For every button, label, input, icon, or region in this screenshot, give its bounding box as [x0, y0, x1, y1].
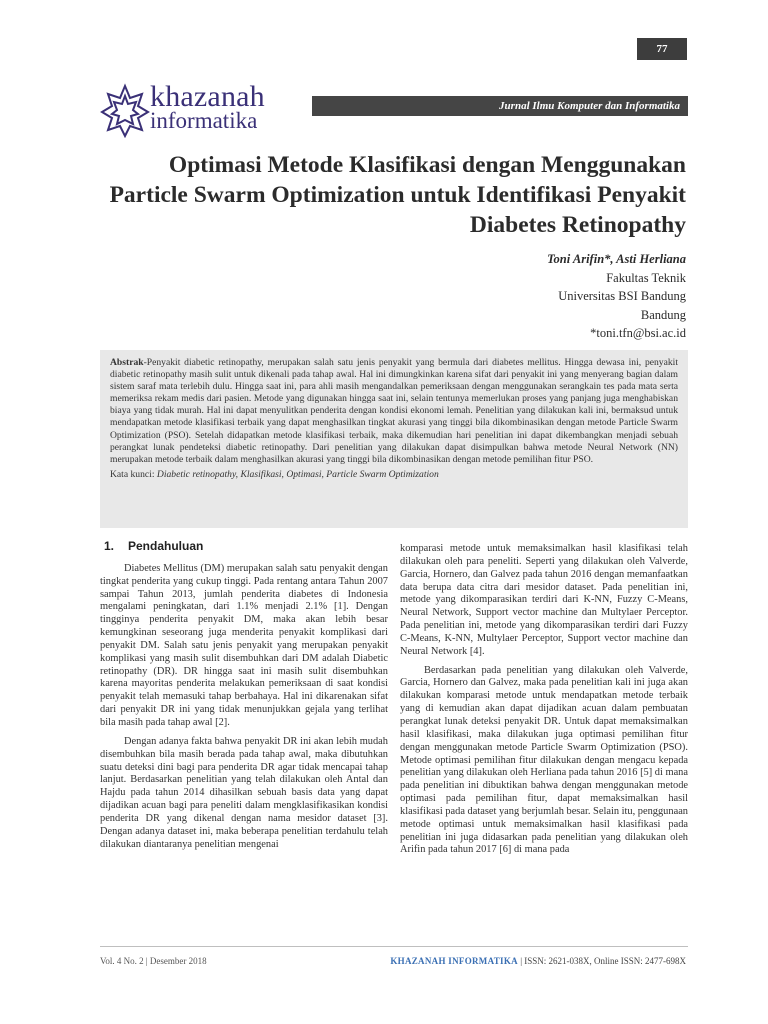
abstract-label: Abstrak: [110, 357, 144, 368]
keywords-label: Kata kunci:: [110, 468, 155, 480]
paragraph: Dengan adanya fakta bahwa penyakit DR ini akan lebih mudah disembuhkan bila masih berada pada tahap awal, maka dibutuhkan suatu deteksi dini bagi para penderita DR agar tidak mencapai tahap lanjut. Berdasarkan penelitian yang telah dilakukan oleh Antal dan Hajdu pada tahun 2014 dihasilkan sebuah basis data yang dapat dijadikan acuan bagi para peneliti dalam mengklasifikasikan kondisi penderita DR yang dikenal dengan nama mesidor dataset [3]. Dengan adanya dataset ini, maka beberapa penelitian terdahulu telah dilakukan diantaranya penelitian mengenai: [100, 735, 388, 850]
section-number: 1.: [104, 539, 115, 553]
column-right: [400, 543, 688, 863]
author-email: *toni.tfn@bsi.ac.id: [590, 326, 686, 340]
paragraph: Diabetes Mellitus (DM) merupakan salah satu penyakit dengan tingkat penderita yang cukup tinggi. Pada rentang antara Tahun 2007 sampai Tahun 2013, jumlah penderita diabetes di Indonesia mengalami peningkatan, dari 1.1% menjadi 2.1% [1]. Dengan tingginya penderita penyakit DM, maka akan lebih besar kemungkinan seseorang juga menderita penyakit komplikasi dari penyakit DM. Salah satu jenis penyakit yang merupakan penyakit komplikasi yang masih sulit disembuhkan dari DM adalah Diabetic retinopathy (DR). DR hingga saat ini masih sulit disembuhkan karena mayoritas penderita melakukan pemeriksaan di saat kondisi penyakit telah memasuki tahap berbahaya. Hal ini dikarenakan sifat dari penyakit DR ini yang tidak menunjukkan gejala yang terlihat bila masih pada tahap awal [2].: [100, 562, 388, 728]
keywords: [110, 469, 678, 481]
author-university: Universitas BSI Bandung: [558, 289, 686, 303]
logo-wordmark-informatika: informatika: [150, 108, 258, 133]
author-block: [286, 250, 686, 343]
section-heading: [104, 540, 388, 553]
author-city: Bandung: [640, 307, 686, 322]
footer-issn-text: | ISSN: 2621-038X, Online ISSN: 2477-698X: [517, 956, 686, 966]
column-left: [100, 540, 388, 857]
footer-divider: [100, 946, 688, 947]
journal-logo: [100, 82, 295, 138]
logo-wordmark-khazanah: khazanah: [150, 80, 265, 113]
paper-title: Optimasi Metode Klasifikasi dengan Menggunakan Particle Swarm Optimization untuk Identifikasi Penyakit Diabetes Retinopathy: [109, 152, 686, 238]
footer-volume: Vol. 4 No. 2 | Desember 2018: [100, 956, 207, 966]
abstract-box: [100, 350, 688, 528]
page-number: 77: [637, 38, 687, 60]
paragraph: Berdasarkan pada penelitian yang dilakukan oleh Valverde, Garcia, Hornero dan Galvez, maka pada penelitian kali ini juga akan dilakukan komparasi metode untuk mendapatkan metode terbaik yang di kemudian akan dapat dijadikan acuan dalam pembuatan perangkat lunak deteksi penyakit DR. Untuk dapat memaksimalkan hasil klasifikasi, maka dilakukan juga optimasi pemilihan fitur dengan menggunakan metode Particle Swarm Optimization (PSO). Metode optimasi pemilihan fitur dilakukan dengan mengacu kepada penelitian yang dilakukan oleh Herliana pada tahun 2016 [5] di mana pada penelitian ini dibuktikan bahwa dengan menggunakan metode optimasi pada pemilihan fitur, dapat memaksimalkan hasil klasifikasi pada dataset yang berjumlah besar. Selain itu, penggunaan metode optimasi untuk memaksimalkan hasil klasifikasi pada penelitian ini juga didasarkan pada penelitian yang dilakukan oleh Arifin pada tahun 2017 [6] di mana pada: [400, 664, 688, 856]
author-faculty: Fakultas Teknik: [606, 270, 686, 285]
journal-name: Jurnal Ilmu Komputer dan Informatika: [312, 96, 688, 116]
section-title: Pendahuluan: [128, 539, 204, 553]
author-names: Toni Arifin*, Asti Herliana: [547, 252, 686, 266]
footer-issn: [390, 956, 686, 966]
star-logo-icon: [100, 82, 150, 138]
abstract-text: -Penyakit diabetic retinopathy, merupakan salah satu jenis penyakit yang bermula dari diabetes mellitus. Hingga dewasa ini, penyakit diabetic retinopathy masih sulit untuk dikenali pada tahap awal. Hal ini dimungkinkan karena sifat dari penyakit ini yang menyerang bagian dalam sistem saraf mata terlebih dulu. Hingga saat ini, para ahli masih mengandalkan pemeriksaan dengan menggunakan serangkain tes pada mata serta memeriksa rekam medis dari pasien. Metode yang digunakan hingga saat ini, selain tentunya memerlukan proses yang panjang juga menghabiskan biaya yang tidak murah. Hal ini dapat menyulitkan penderita dengan kondisi ekonomi lemah. Penelitian yang dilakukan kali ini, bermaksud untuk mendapatkan metode klasifikasi terbaik yang dapat menghasilkan tingkat akurasi yang tinggi bila dikombinasikan dengan metode Particle Swarm Optimization (PSO). Setelah didapatkan metode klasifikasi terbaik, maka dikemudian hari penelitian ini dapat dikembangkan menjadi sebuah perangkat lunak pendeteksi diabetic retinopathy. Dari penelitian yang dilakukan dapat disimpulkan bahwa metode Neural Network (NN) merupakan metode terbaik dalam menghasilkan akurasi yang tinggi bila dikombinasikan dengan metode pemilihan fitur PSO.: [110, 357, 678, 465]
abstract-body: [110, 357, 678, 466]
paragraph: komparasi metode untuk memaksimalkan hasil klasifikasi telah dilakukan oleh para peneliti. Seperti yang dilakukan oleh Valverde, Garcia, Hornero, dan Galvez pada tahun 2016 dengan memanfaatkan data berupa data citra dari mesidor dataset. Pada penelitian ini, metode yang dikomparasikan terdiri dari K-NN, Fuzzy C-Means, Neural Network, Support vector machine dan Multylaer Perceptor. Pada penelitian ini, metode yang dikomparasikan terdiri dari Fuzzy C-Means, K-NN, Multylaer Perceptor, Support vector machine dan Neural Network [4].: [400, 543, 688, 657]
footer-brand: KHAZANAH INFORMATIKA: [390, 956, 518, 966]
keywords-text: Diabetic retinopathy, Klasifikasi, Optimasi, Particle Swarm Optimization: [156, 468, 439, 480]
